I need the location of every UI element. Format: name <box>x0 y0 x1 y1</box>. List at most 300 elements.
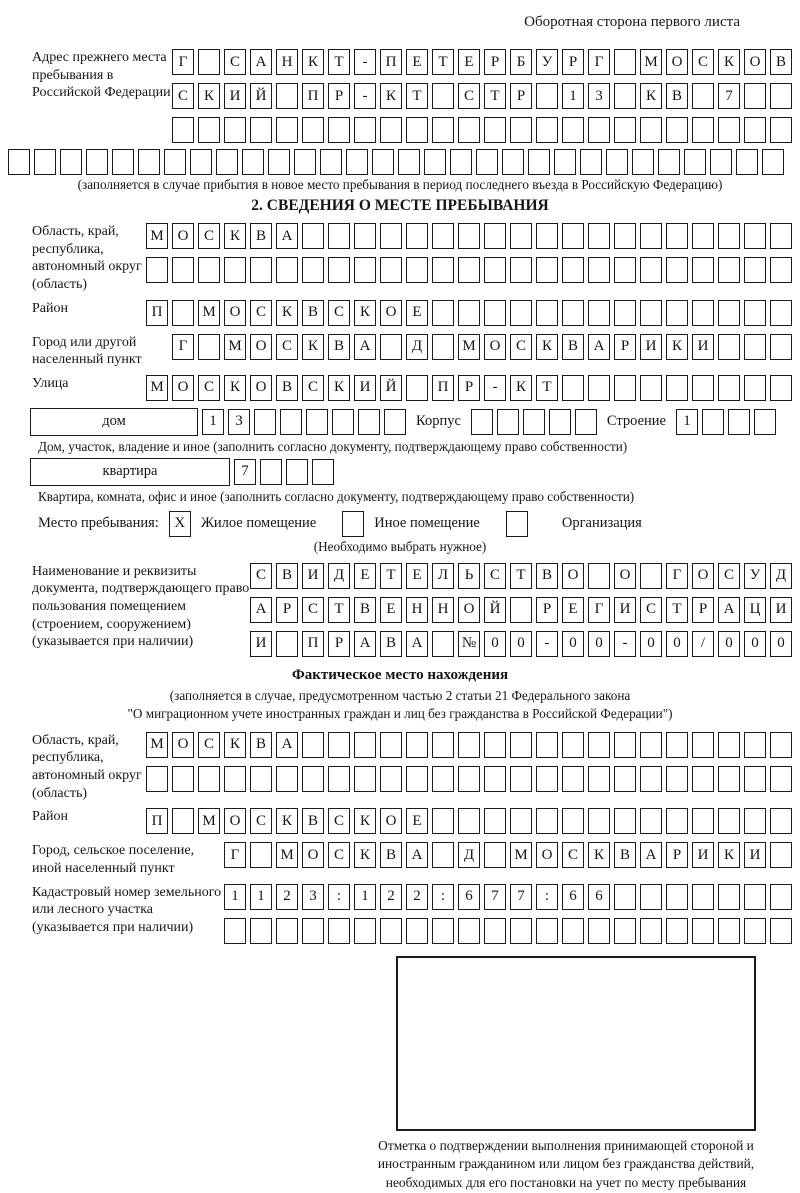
char-box: В <box>276 563 298 589</box>
cadastre-label: Кадастровый номер земельного или лесного участка (указывается при наличии) <box>32 884 222 935</box>
char-box <box>692 83 714 109</box>
house-number-boxes <box>202 409 406 435</box>
char-box <box>718 334 740 360</box>
char-box <box>770 842 792 868</box>
place-type-checkbox-inoe <box>342 511 364 537</box>
region-boxes <box>146 221 792 285</box>
char-box <box>302 918 324 944</box>
flat-box-label: квартира <box>30 458 230 486</box>
char-box <box>692 375 714 401</box>
char-box <box>510 223 532 249</box>
char-box <box>692 257 714 283</box>
char-box <box>146 766 168 792</box>
char-box <box>770 83 792 109</box>
char-box <box>172 257 194 283</box>
char-box: Б <box>510 49 532 75</box>
char-box: О <box>744 49 766 75</box>
char-box <box>332 409 354 435</box>
char-box <box>640 918 662 944</box>
char-box: К <box>718 842 740 868</box>
char-box <box>302 117 324 143</box>
char-box: Е <box>406 808 428 834</box>
char-box: И <box>692 334 714 360</box>
char-box: О <box>666 49 688 75</box>
char-box: К <box>198 83 220 109</box>
char-box <box>632 149 654 175</box>
char-box: Т <box>406 83 428 109</box>
char-box <box>744 766 766 792</box>
char-box <box>614 257 636 283</box>
char-box <box>728 409 750 435</box>
char-box: В <box>770 49 792 75</box>
char-box: А <box>354 631 376 657</box>
char-box <box>380 257 402 283</box>
place-type-option-inoe: Иное помещение <box>374 515 480 532</box>
char-box: А <box>640 842 662 868</box>
char-box: В <box>380 842 402 868</box>
char-box <box>549 409 571 435</box>
char-box <box>554 149 576 175</box>
char-box <box>320 149 342 175</box>
char-box <box>640 257 662 283</box>
char-box <box>250 257 272 283</box>
char-box: : <box>328 884 350 910</box>
char-box: Р <box>614 334 636 360</box>
actual-district-field <box>8 806 792 836</box>
char-box <box>354 918 376 944</box>
char-box: К <box>354 808 376 834</box>
char-box: 1 <box>676 409 698 435</box>
char-box <box>718 766 740 792</box>
char-box: Р <box>666 842 688 868</box>
char-box: 0 <box>718 631 740 657</box>
char-box <box>588 808 610 834</box>
char-box <box>666 300 688 326</box>
char-box <box>744 375 766 401</box>
char-box <box>606 149 628 175</box>
char-box: Е <box>562 597 584 623</box>
char-box <box>770 808 792 834</box>
char-box: 0 <box>640 631 662 657</box>
cadastre-row-1 <box>224 884 792 910</box>
char-box: П <box>146 808 168 834</box>
char-box <box>484 257 506 283</box>
char-box: О <box>250 375 272 401</box>
char-box: С <box>458 83 480 109</box>
char-box <box>276 83 298 109</box>
char-box: 2 <box>406 884 428 910</box>
char-box: Е <box>354 563 376 589</box>
char-box: - <box>536 631 558 657</box>
char-box <box>580 149 602 175</box>
char-box: А <box>354 334 376 360</box>
char-box: Р <box>328 83 350 109</box>
char-box <box>432 117 454 143</box>
char-box: Л <box>432 563 454 589</box>
char-box <box>640 884 662 910</box>
char-box: С <box>328 808 350 834</box>
char-box <box>640 766 662 792</box>
char-box <box>744 732 766 758</box>
stroenie-boxes <box>676 409 776 435</box>
char-box <box>510 918 532 944</box>
char-box <box>432 83 454 109</box>
char-box <box>762 149 784 175</box>
char-box <box>458 732 480 758</box>
char-box: С <box>328 842 350 868</box>
char-box: П <box>302 83 324 109</box>
char-box <box>406 766 428 792</box>
char-box: Т <box>380 563 402 589</box>
house-note: Дом, участок, владение и иное (заполнить согласно документу, подтверждающему право собственности) <box>38 438 628 454</box>
char-box: Н <box>276 49 298 75</box>
char-box <box>138 149 160 175</box>
char-box <box>666 375 688 401</box>
char-box <box>432 766 454 792</box>
char-box <box>575 409 597 435</box>
char-box <box>432 732 454 758</box>
district-label: Район <box>32 300 68 316</box>
char-box: О <box>458 597 480 623</box>
char-box <box>484 808 506 834</box>
char-box <box>562 375 584 401</box>
char-box <box>484 223 506 249</box>
char-box <box>86 149 108 175</box>
char-box <box>224 117 246 143</box>
char-box <box>754 409 776 435</box>
char-box: - <box>484 375 506 401</box>
char-box <box>614 918 636 944</box>
street-label: Улица <box>32 375 69 391</box>
char-box <box>224 766 246 792</box>
place-type-option-org: Организация <box>561 515 642 532</box>
char-box <box>372 149 394 175</box>
char-box <box>744 918 766 944</box>
char-box <box>406 918 428 944</box>
char-box: Ц <box>744 597 766 623</box>
char-box <box>484 766 506 792</box>
char-box <box>224 918 246 944</box>
char-box <box>312 459 334 485</box>
char-box: Е <box>406 49 428 75</box>
char-box <box>536 117 558 143</box>
char-box: 7 <box>234 459 256 485</box>
char-box <box>458 918 480 944</box>
char-box <box>458 766 480 792</box>
actual-region-row-1 <box>146 732 792 758</box>
char-box <box>112 149 134 175</box>
place-type-row <box>38 511 792 537</box>
char-box: И <box>744 842 766 868</box>
char-box <box>718 808 740 834</box>
char-box <box>666 223 688 249</box>
char-box <box>328 732 350 758</box>
char-box: С <box>198 223 220 249</box>
char-box <box>614 83 636 109</box>
char-box <box>276 257 298 283</box>
char-box <box>172 117 194 143</box>
char-box: 6 <box>588 884 610 910</box>
char-box: Д <box>328 563 350 589</box>
char-box <box>484 732 506 758</box>
char-box: 0 <box>588 631 610 657</box>
prev-address-note: (заполняется в случае прибытия в новое место пребывания в период последнего въезда в Российскую Федерацию) <box>77 177 723 192</box>
char-box: Р <box>510 83 532 109</box>
document-boxes <box>250 561 792 659</box>
char-box <box>354 732 376 758</box>
prev-address-label: Адрес прежнего места пребывания в Российской Федерации <box>32 50 171 101</box>
place-type-label: Место пребывания: <box>38 515 159 532</box>
char-box: С <box>198 375 220 401</box>
char-box <box>536 257 558 283</box>
char-box <box>294 149 316 175</box>
char-box: О <box>172 732 194 758</box>
house-row <box>30 407 792 437</box>
char-box <box>60 149 82 175</box>
char-box <box>588 223 610 249</box>
char-box <box>640 563 662 589</box>
char-box: - <box>614 631 636 657</box>
char-box <box>692 223 714 249</box>
char-box: И <box>770 597 792 623</box>
char-box: К <box>276 808 298 834</box>
char-box <box>692 918 714 944</box>
char-box <box>484 842 506 868</box>
char-box: 6 <box>562 884 584 910</box>
char-box: Г <box>588 49 610 75</box>
char-box: 3 <box>228 409 250 435</box>
char-box <box>770 117 792 143</box>
char-box <box>744 334 766 360</box>
char-box <box>770 300 792 326</box>
char-box: Й <box>380 375 402 401</box>
char-box <box>510 732 532 758</box>
char-box <box>562 918 584 944</box>
char-box <box>562 257 584 283</box>
char-box: С <box>172 83 194 109</box>
char-box: А <box>718 597 740 623</box>
char-box <box>536 300 558 326</box>
actual-region-label: Область, край, республика, автономный округ (область) <box>32 732 142 801</box>
char-box <box>562 300 584 326</box>
char-box: И <box>354 375 376 401</box>
char-box: К <box>302 334 324 360</box>
char-box: М <box>146 223 168 249</box>
place-type-option-zhiloe: Жилое помещение <box>200 515 317 532</box>
char-box <box>276 631 298 657</box>
char-box <box>216 149 238 175</box>
prev-address-row-1 <box>172 49 792 75</box>
cadastre-row-2 <box>224 918 792 944</box>
char-box: Т <box>484 83 506 109</box>
char-box: В <box>666 83 688 109</box>
char-box: - <box>354 83 376 109</box>
char-box <box>354 117 376 143</box>
char-box <box>744 300 766 326</box>
char-box <box>280 409 302 435</box>
char-box: К <box>380 83 402 109</box>
prev-address-row-4 <box>8 149 792 175</box>
char-box: А <box>276 223 298 249</box>
char-box: К <box>224 223 246 249</box>
char-box <box>276 766 298 792</box>
actual-city-label: Город, сельское поселение, иной населенный пункт <box>32 843 195 876</box>
char-box <box>471 409 493 435</box>
char-box: Й <box>250 83 272 109</box>
street-row <box>146 375 792 401</box>
char-box: - <box>354 49 376 75</box>
char-box: Т <box>666 597 688 623</box>
char-box <box>614 375 636 401</box>
char-box <box>198 257 220 283</box>
cadastre-field <box>8 882 792 946</box>
char-box: Е <box>458 49 480 75</box>
char-box: О <box>614 563 636 589</box>
char-box: Г <box>666 563 688 589</box>
char-box <box>510 808 532 834</box>
char-box: Г <box>172 49 194 75</box>
char-box <box>510 597 532 623</box>
char-box <box>692 808 714 834</box>
char-box <box>614 884 636 910</box>
char-box: 2 <box>380 884 402 910</box>
char-box: О <box>562 563 584 589</box>
char-box <box>354 766 376 792</box>
char-box: О <box>172 223 194 249</box>
char-box: И <box>614 597 636 623</box>
char-box <box>458 808 480 834</box>
char-box: П <box>146 300 168 326</box>
char-box: Р <box>328 631 350 657</box>
city-row <box>172 334 792 360</box>
char-box <box>718 918 740 944</box>
prev-address-row-3 <box>172 117 792 143</box>
char-box <box>250 766 272 792</box>
char-box: О <box>172 375 194 401</box>
char-box: М <box>224 334 246 360</box>
char-box: К <box>224 732 246 758</box>
document-field <box>8 561 792 659</box>
char-box <box>588 300 610 326</box>
char-box: М <box>198 808 220 834</box>
char-box: Р <box>562 49 584 75</box>
char-box: О <box>380 808 402 834</box>
char-box: С <box>250 563 272 589</box>
char-box: Д <box>770 563 792 589</box>
place-type-checkbox-zhiloe: X <box>169 511 191 537</box>
char-box: А <box>406 631 428 657</box>
char-box <box>588 732 610 758</box>
char-box: О <box>302 842 324 868</box>
char-box: И <box>250 631 272 657</box>
char-box <box>523 409 545 435</box>
place-type-note: (Необходимо выбрать нужное) <box>313 538 487 554</box>
char-box: К <box>510 375 532 401</box>
street-field <box>8 373 792 403</box>
place-type-checkbox-org <box>506 511 528 537</box>
char-box <box>562 223 584 249</box>
char-box: Р <box>484 49 506 75</box>
char-box <box>744 808 766 834</box>
char-box <box>458 223 480 249</box>
city-label: Город или другой населенный пункт <box>32 334 142 368</box>
char-box <box>8 149 30 175</box>
char-box <box>358 409 380 435</box>
char-box: 1 <box>202 409 224 435</box>
char-box <box>260 459 282 485</box>
char-box <box>484 117 506 143</box>
char-box <box>406 117 428 143</box>
char-box <box>398 149 420 175</box>
char-box <box>666 808 688 834</box>
char-box <box>744 257 766 283</box>
char-box: О <box>250 334 272 360</box>
char-box: 3 <box>302 884 324 910</box>
char-box <box>450 149 472 175</box>
char-box <box>536 223 558 249</box>
char-box <box>702 409 724 435</box>
char-box: К <box>666 334 688 360</box>
actual-location-title: Фактическое место нахождения <box>291 666 509 683</box>
char-box: В <box>380 631 402 657</box>
char-box <box>406 732 428 758</box>
cadastre-boxes <box>224 882 792 946</box>
char-box: 1 <box>250 884 272 910</box>
char-box <box>770 884 792 910</box>
char-box: И <box>692 842 714 868</box>
char-box: : <box>432 884 454 910</box>
char-box: П <box>302 631 324 657</box>
char-box <box>250 918 272 944</box>
char-box: 0 <box>510 631 532 657</box>
char-box <box>384 409 406 435</box>
char-box: 3 <box>588 83 610 109</box>
char-box: 0 <box>562 631 584 657</box>
char-box: А <box>588 334 610 360</box>
char-box: М <box>510 842 532 868</box>
char-box: В <box>562 334 584 360</box>
char-box <box>424 149 446 175</box>
char-box <box>770 334 792 360</box>
char-box <box>432 257 454 283</box>
char-box: С <box>302 375 324 401</box>
char-box: Ь <box>458 563 480 589</box>
char-box <box>510 257 532 283</box>
char-box <box>614 300 636 326</box>
char-box <box>588 918 610 944</box>
char-box: В <box>614 842 636 868</box>
actual-region-row-2 <box>146 766 792 792</box>
char-box <box>640 808 662 834</box>
char-box <box>276 117 298 143</box>
document-row-2 <box>250 597 792 623</box>
char-box <box>692 117 714 143</box>
char-box <box>614 766 636 792</box>
char-box <box>172 766 194 792</box>
char-box: А <box>250 49 272 75</box>
char-box: М <box>640 49 662 75</box>
char-box: : <box>536 884 558 910</box>
char-box: С <box>250 808 272 834</box>
char-box: М <box>276 842 298 868</box>
char-box <box>484 300 506 326</box>
page-side-note: Оборотная сторона первого листа <box>524 14 740 30</box>
char-box <box>164 149 186 175</box>
char-box <box>640 117 662 143</box>
char-box: И <box>302 563 324 589</box>
char-box: 7 <box>718 83 740 109</box>
char-box <box>710 149 732 175</box>
